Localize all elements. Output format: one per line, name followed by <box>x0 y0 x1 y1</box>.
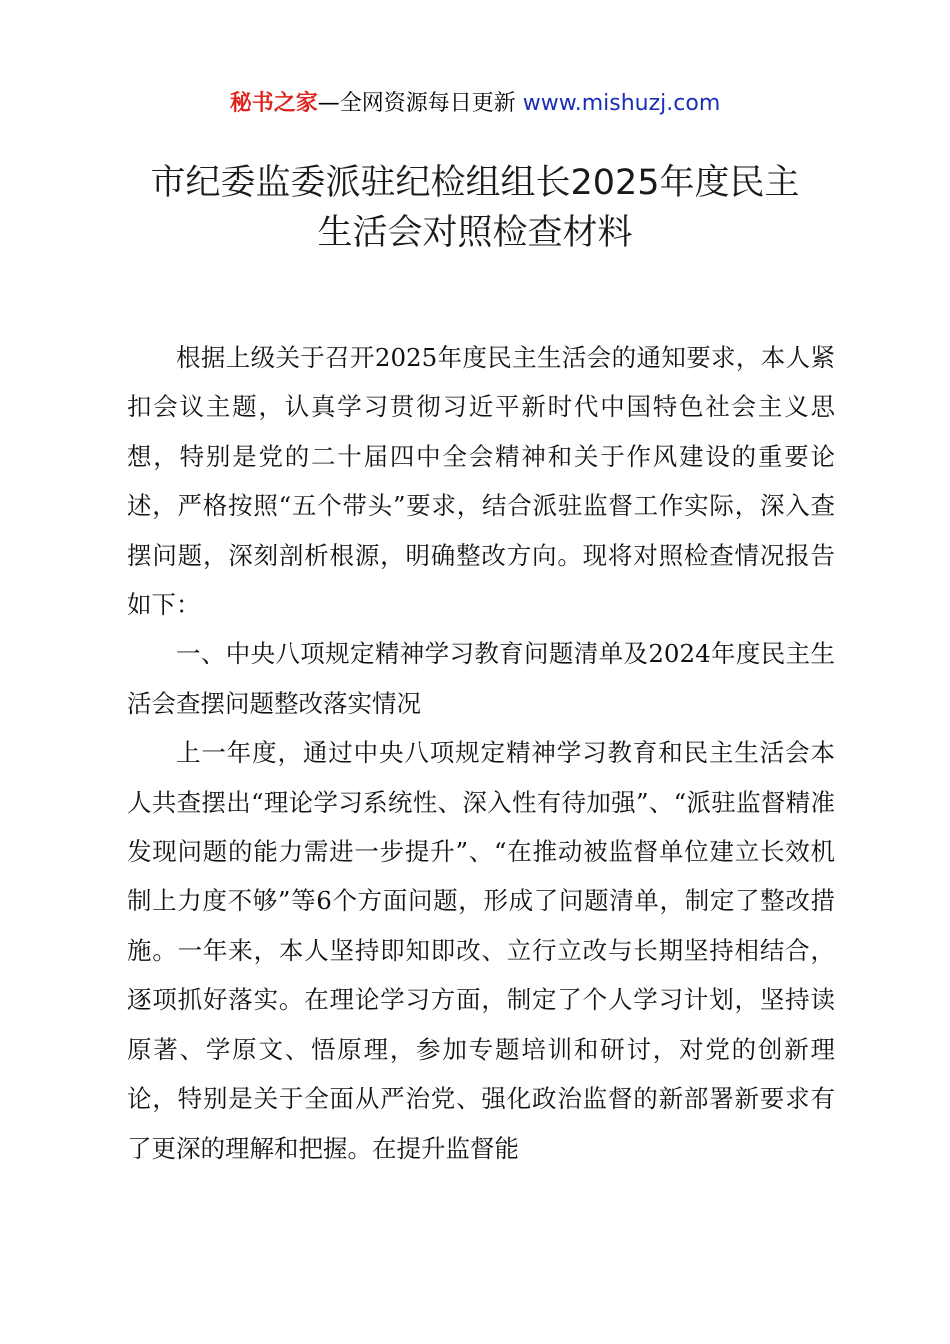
paragraph-intro: 根据上级关于召开2025年度民主生活会的通知要求，本人紧扣会议主题，认真学习贯彻习近平新时代中国特色社会主义思想，特别是党的二十届四中全会精神和关于作风建设的重要论述，严格按照“五个带头”要求，结合派驻监督工作实际，深入查摆问题，深刻剖析根源，明确整改方向。现将对照检查情况报告如下： <box>127 343 835 620</box>
document-title-line-1: 市纪委监委派驻纪检组组长2025年度民主 <box>150 163 800 203</box>
brand-name: 秘书之家 <box>229 91 318 116</box>
document-body <box>127 333 835 1173</box>
section-heading-1: 一、中央八项规定精神学习教育问题清单及2024年度民主生活会查摆问题整改落实情况 <box>127 639 835 718</box>
header-tagline: —全网资源每日更新 <box>317 91 516 116</box>
paragraph-rectification: 上一年度，通过中央八项规定精神学习教育和民主生活会本人共查摆出“理论学习系统性、深入性有待加强”、“派驻监督精准发现问题的能力需进一步提升”、“在推动被监督单位建立长效机制上力度不够”等6个方面问题，形成了问题清单，制定了整改措施。一年来，本人坚持即知即改、立行立改与长期坚持相结合，逐项抓好落实。在理论学习方面，制定了个人学习计划，坚持读原著、学原文、悟原理，参加专题培训和研讨，对党的创新理论，特别是关于全面从严治党、强化政治监督的新部署新要求有了更深的理解和把握。在提升监督能 <box>127 738 835 1163</box>
site-header <box>0 86 950 122</box>
document-title-line-2: 生活会对照检查材料 <box>317 213 633 253</box>
site-url-link[interactable]: www.mishuzj.com <box>522 91 721 116</box>
document-title <box>100 158 850 258</box>
